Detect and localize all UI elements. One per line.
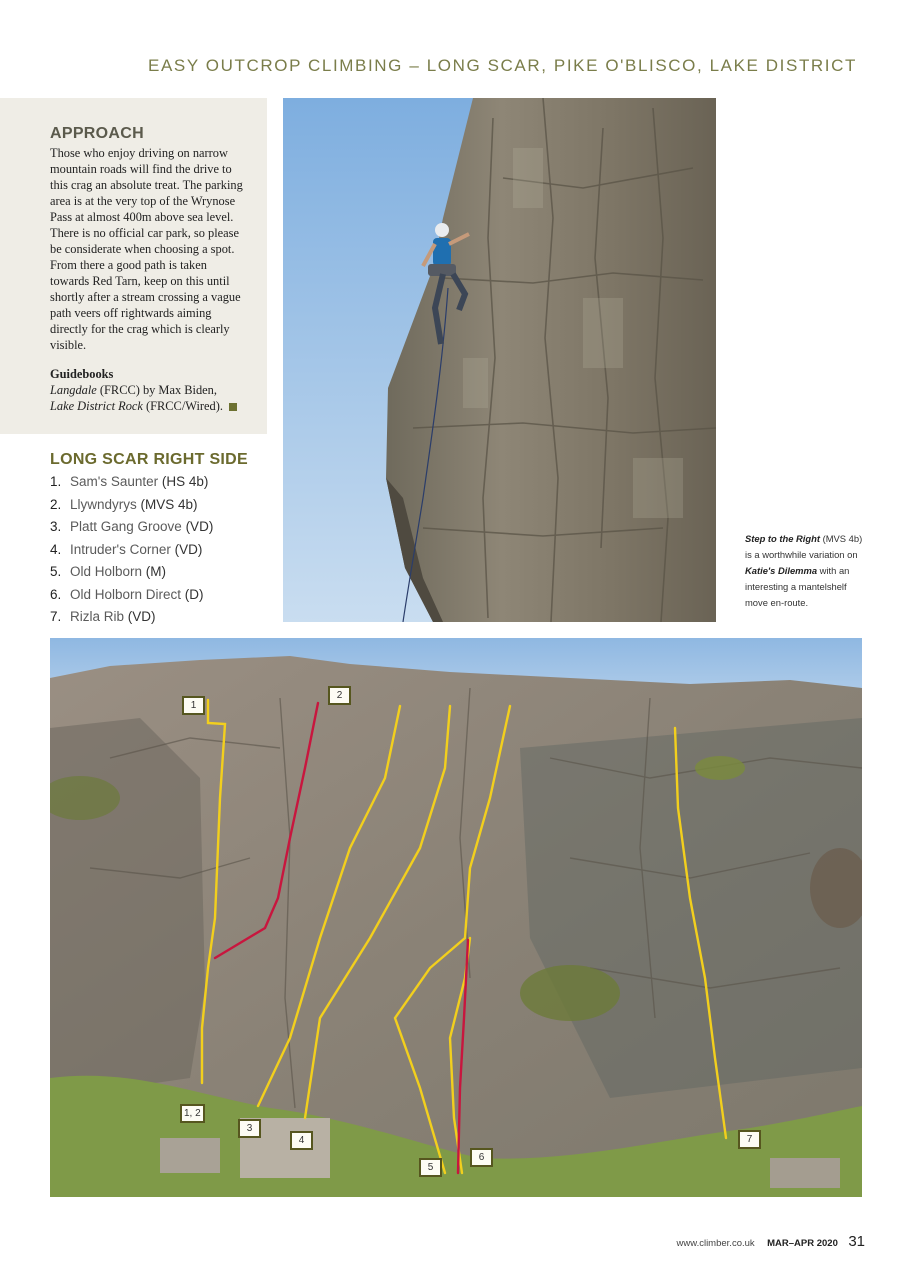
guidebooks-heading: Guidebooks	[50, 367, 114, 381]
route-grade: (VD)	[124, 609, 156, 624]
route-number: 1.	[50, 474, 62, 489]
route-number: 5.	[50, 564, 62, 579]
caption-grade: (MVS 4b) is a worthwhile variation on	[745, 533, 863, 560]
guidebook-2-detail: (FRCC/Wired).	[142, 399, 223, 413]
route-item	[50, 563, 213, 586]
footer-url[interactable]: www.climber.co.uk	[676, 1238, 755, 1249]
route-item	[50, 496, 213, 519]
photo-caption	[745, 531, 863, 611]
route-grade: (MVS 4b)	[136, 496, 198, 512]
route-number: 2.	[50, 496, 62, 512]
route-item	[50, 586, 213, 609]
route-marker-6: 6	[470, 1148, 493, 1167]
crag-topo-illustration	[50, 638, 862, 1197]
route-marker-1: 1	[182, 696, 205, 715]
approach-panel	[0, 98, 267, 434]
route-grade: (D)	[181, 586, 204, 602]
route-marker-5: 5	[419, 1158, 442, 1177]
guidebook-1	[50, 382, 247, 398]
route-grade: (M)	[142, 564, 167, 579]
guidebook-1-title: Langdale	[50, 383, 97, 397]
guidebook-2-title: Lake District Rock	[50, 399, 143, 413]
page-footer	[677, 1233, 865, 1251]
route-number: 6.	[50, 586, 62, 602]
approach-heading: APPROACH	[50, 125, 144, 142]
crag-topo-photo	[50, 638, 862, 1197]
caption-rest: with an interesting a mantelshelf move en-route.	[745, 565, 850, 608]
page-header: EASY OUTCROP CLIMBING – LONG SCAR, PIKE O'BLISCO, LAKE DISTRICT	[148, 56, 857, 75]
route-marker-3: 3	[238, 1119, 261, 1138]
caption-route: Step to the Right	[745, 533, 820, 544]
routes-list	[50, 473, 213, 631]
route-marker-2: 2	[328, 686, 351, 705]
route-name: Sam's Saunter	[70, 474, 159, 489]
climber-photo	[283, 98, 716, 622]
route-name: Old Holborn Direct	[70, 586, 182, 602]
route-item	[50, 541, 213, 564]
route-grade: (HS 4b)	[158, 474, 209, 489]
guidebook-1-detail: (FRCC) by Max Biden,	[96, 383, 217, 397]
route-number: 7.	[50, 609, 62, 624]
caption-variation: Katie's Dilemma	[745, 565, 818, 576]
route-name: Rizla Rib	[70, 609, 125, 624]
climber-photo-illustration	[283, 98, 716, 622]
route-grade: (VD)	[170, 541, 203, 557]
route-marker-4: 4	[290, 1131, 313, 1150]
guidebook-2	[50, 398, 247, 414]
approach-text: Those who enjoy driving on narrow mountain roads will find the drive to this crag an absolute treat. The parking area is at the very top of the Wrynose Pass at almost 400m above sea level. There is no official car park, so please be considerate when choosing a spot. From there a good path is taken towards Red Tarn, keep on this until shortly after a stream crossing a vague path veers off rightwards aiming directly for the crag which is clearly visible.	[50, 146, 243, 352]
end-square-icon	[229, 403, 237, 411]
route-name: Platt Gang Groove	[70, 519, 182, 534]
route-item	[50, 473, 213, 496]
route-marker-7: 7	[738, 1130, 761, 1149]
route-number: 3.	[50, 519, 62, 534]
route-name: Intruder's Corner	[70, 541, 171, 557]
route-name: Old Holborn	[70, 564, 143, 579]
route-marker-1-2: 1, 2	[180, 1104, 205, 1123]
route-item	[50, 608, 213, 631]
route-item	[50, 518, 213, 541]
page-number: 31	[848, 1233, 865, 1250]
footer-issue: MAR–APR 2020	[767, 1238, 838, 1249]
routes-heading: LONG SCAR RIGHT SIDE	[50, 451, 249, 468]
route-name: Llywndyrys	[70, 496, 137, 512]
route-number: 4.	[50, 541, 62, 557]
route-grade: (VD)	[181, 519, 214, 534]
